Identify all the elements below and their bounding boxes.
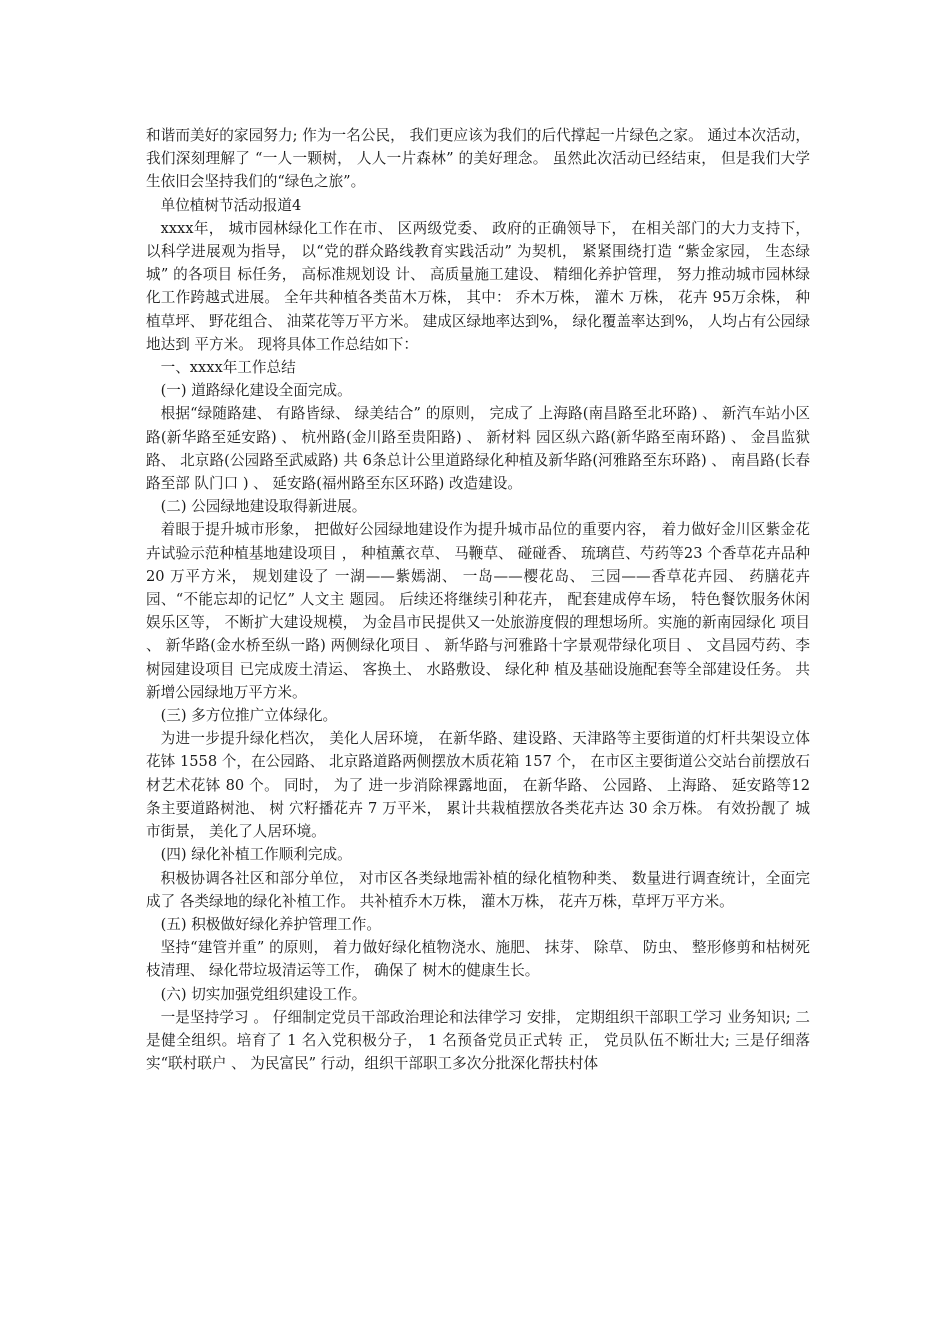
- subheading-party-building: (六) 切实加强党组织建设工作。: [160, 985, 367, 1003]
- paragraph-park-greenland: 着眼于提升城市形象， 把做好公园绿地建设作为提升城市品位的重要内容， 着力做好金川区紫金花卉试验示范种植基地建设项目 ， 种植薰衣草、 马鞭草、 碰碰香、 琉璃苣、芍药等23 个香草花卉品种 20 万平方米， 规划建设了 一湖——紫嫣湖、 一岛——樱花岛、 三园——香草花卉园、 药膳花卉园、“不能忘却的记忆” 人文主 题园。 后续还将继续引种花卉， 配套建成停车场， 特色餐饮服务休闲娱乐区等， 不断扩大建设规模， 为金昌市民提供又一处旅游度假的理想场所。实施的新南园绿化 项目 、 新华路(金水桥至纵一路) 两侧绿化项目 、 新华路与河雅路十字景观带绿化项目 、 文昌园芍药、李树园建设项目 已完成废土清运、 客换土、 水路敷设、 绿化种 植及基础设施配套等全部建设任务。 共新增公园绿地万平方米。: [146, 521, 810, 701]
- paragraph-intro: xxxx年， 城市园林绿化工作在市、 区两级党委、 政府的正确领导下， 在相关部门的大力支持下， 以科学进展观为指导， 以“党的群众路线教育实践活动” 为契机， 紧紧围绕打造 “紫金家园， 生态绿城” 的各项目 标任务， 高标准规划设 计、 高质量施工建设、 精细化养护管理， 努力推动城市园林绿化工作跨越式进展。 全年共种植各类苗木万株， 其中： 乔木万株， 灌木 万株， 花卉 95万余株， 种植草坪、 野花组合、 油菜花等万平方米。 建成区绿地率达到%， 绿化覆盖率达到%， 人均占有公园绿地达到 平方米。 现将具体工作总结如下：: [146, 219, 810, 353]
- document-body: [146, 124, 810, 1075]
- subheading-replanting: (四) 绿化补植工作顺利完成。: [160, 846, 352, 864]
- paragraph-replanting: 积极协调各社区和部分单位， 对市区各类绿地需补植的绿化植物种类、 数量进行调查统计，全面完成了 各类绿地的绿化补植工作。 共补植乔木万株， 灌木万株， 花卉万株，草坪万平方米。: [146, 869, 810, 910]
- subheading-road-greening: (一) 道路绿化建设全面完成。: [160, 382, 352, 400]
- subheading-maintenance: (五) 积极做好绿化养护管理工作。: [160, 915, 381, 933]
- paragraph-closing-previous: 和谐而美好的家园努力; 作为一名公民， 我们更应该为我们的后代撑起一片绿色之家。 通过本次活动， 我们深刻理解了 “一人一颗树， 人人一片森林” 的美好理念。 虽然此次活动已经结束， 但是我们大学生依旧会坚持我们的“绿色之旅”。: [146, 127, 810, 191]
- paragraph-road-greening: 根据“绿随路建、 有路皆绿、 绿美结合” 的原则， 完成了 上海路(南昌路至北环路) 、 新汽车站小区路(新华路至延安路) 、 杭州路(金川路至贵阳路) 、 新材料 园区纵六路(新华路至南环路) 、 金昌监狱路、 北京路(公园路至武威路) 共 6条总计公里道路绿化种植及新华路(河雅路至东环路) 、 南昌路(长春路至部 队门口 ) 、 延安路(福州路至东区环路) 改造建设。: [146, 405, 810, 493]
- paragraph-maintenance: 坚持“建管并重” 的原则， 着力做好绿化植物浇水、施肥、 抹芽、 除草、 防虫、 整形修剪和枯树死枝清理、 绿化带垃圾清运等工作， 确保了 树木的健康生长。: [146, 939, 810, 980]
- subheading-vertical-greening: (三) 多方位推广立体绿化。: [160, 707, 338, 725]
- subheading-park-greenland: (二) 公园绿地建设取得新进展。: [160, 498, 367, 516]
- paragraph-vertical-greening: 为进一步提升绿化档次， 美化人居环境， 在新华路、建设路、天津路等主要街道的灯杆共架设立体花钵 1558 个，在公园路、 北京路道路两侧摆放木质花箱 157 个， 在市区主要街道公交站台前摆放石材艺术花钵 80 个。 同时， 为了 进一步消除裸露地面， 在新华路、 公园路、 上海路、 延安路等12 条主要道路树池、 树 穴籽播花卉 7 万平米， 累计共栽植摆放各类花卉达 30 余万株。 有效扮靓了 城市街景， 美化了人居环境。: [146, 730, 810, 841]
- article-title: 单位植树节活动报道4: [160, 196, 302, 214]
- paragraph-party-building: 一是坚持学习 。 仔细制定党员干部政治理论和法律学习 安排， 定期组织干部职工学习 业务知识; 二是健全组织。培育了 1 名入党积极分子， 1 名预备党员正式转 正， 党员队伍不断壮大; 三是仔细落实“联村联户 、 为民富民” 行动，组织干部职工多次分批深化帮扶村体: [146, 1008, 810, 1073]
- section-heading-summary: 一、xxxx年工作总结: [160, 359, 296, 377]
